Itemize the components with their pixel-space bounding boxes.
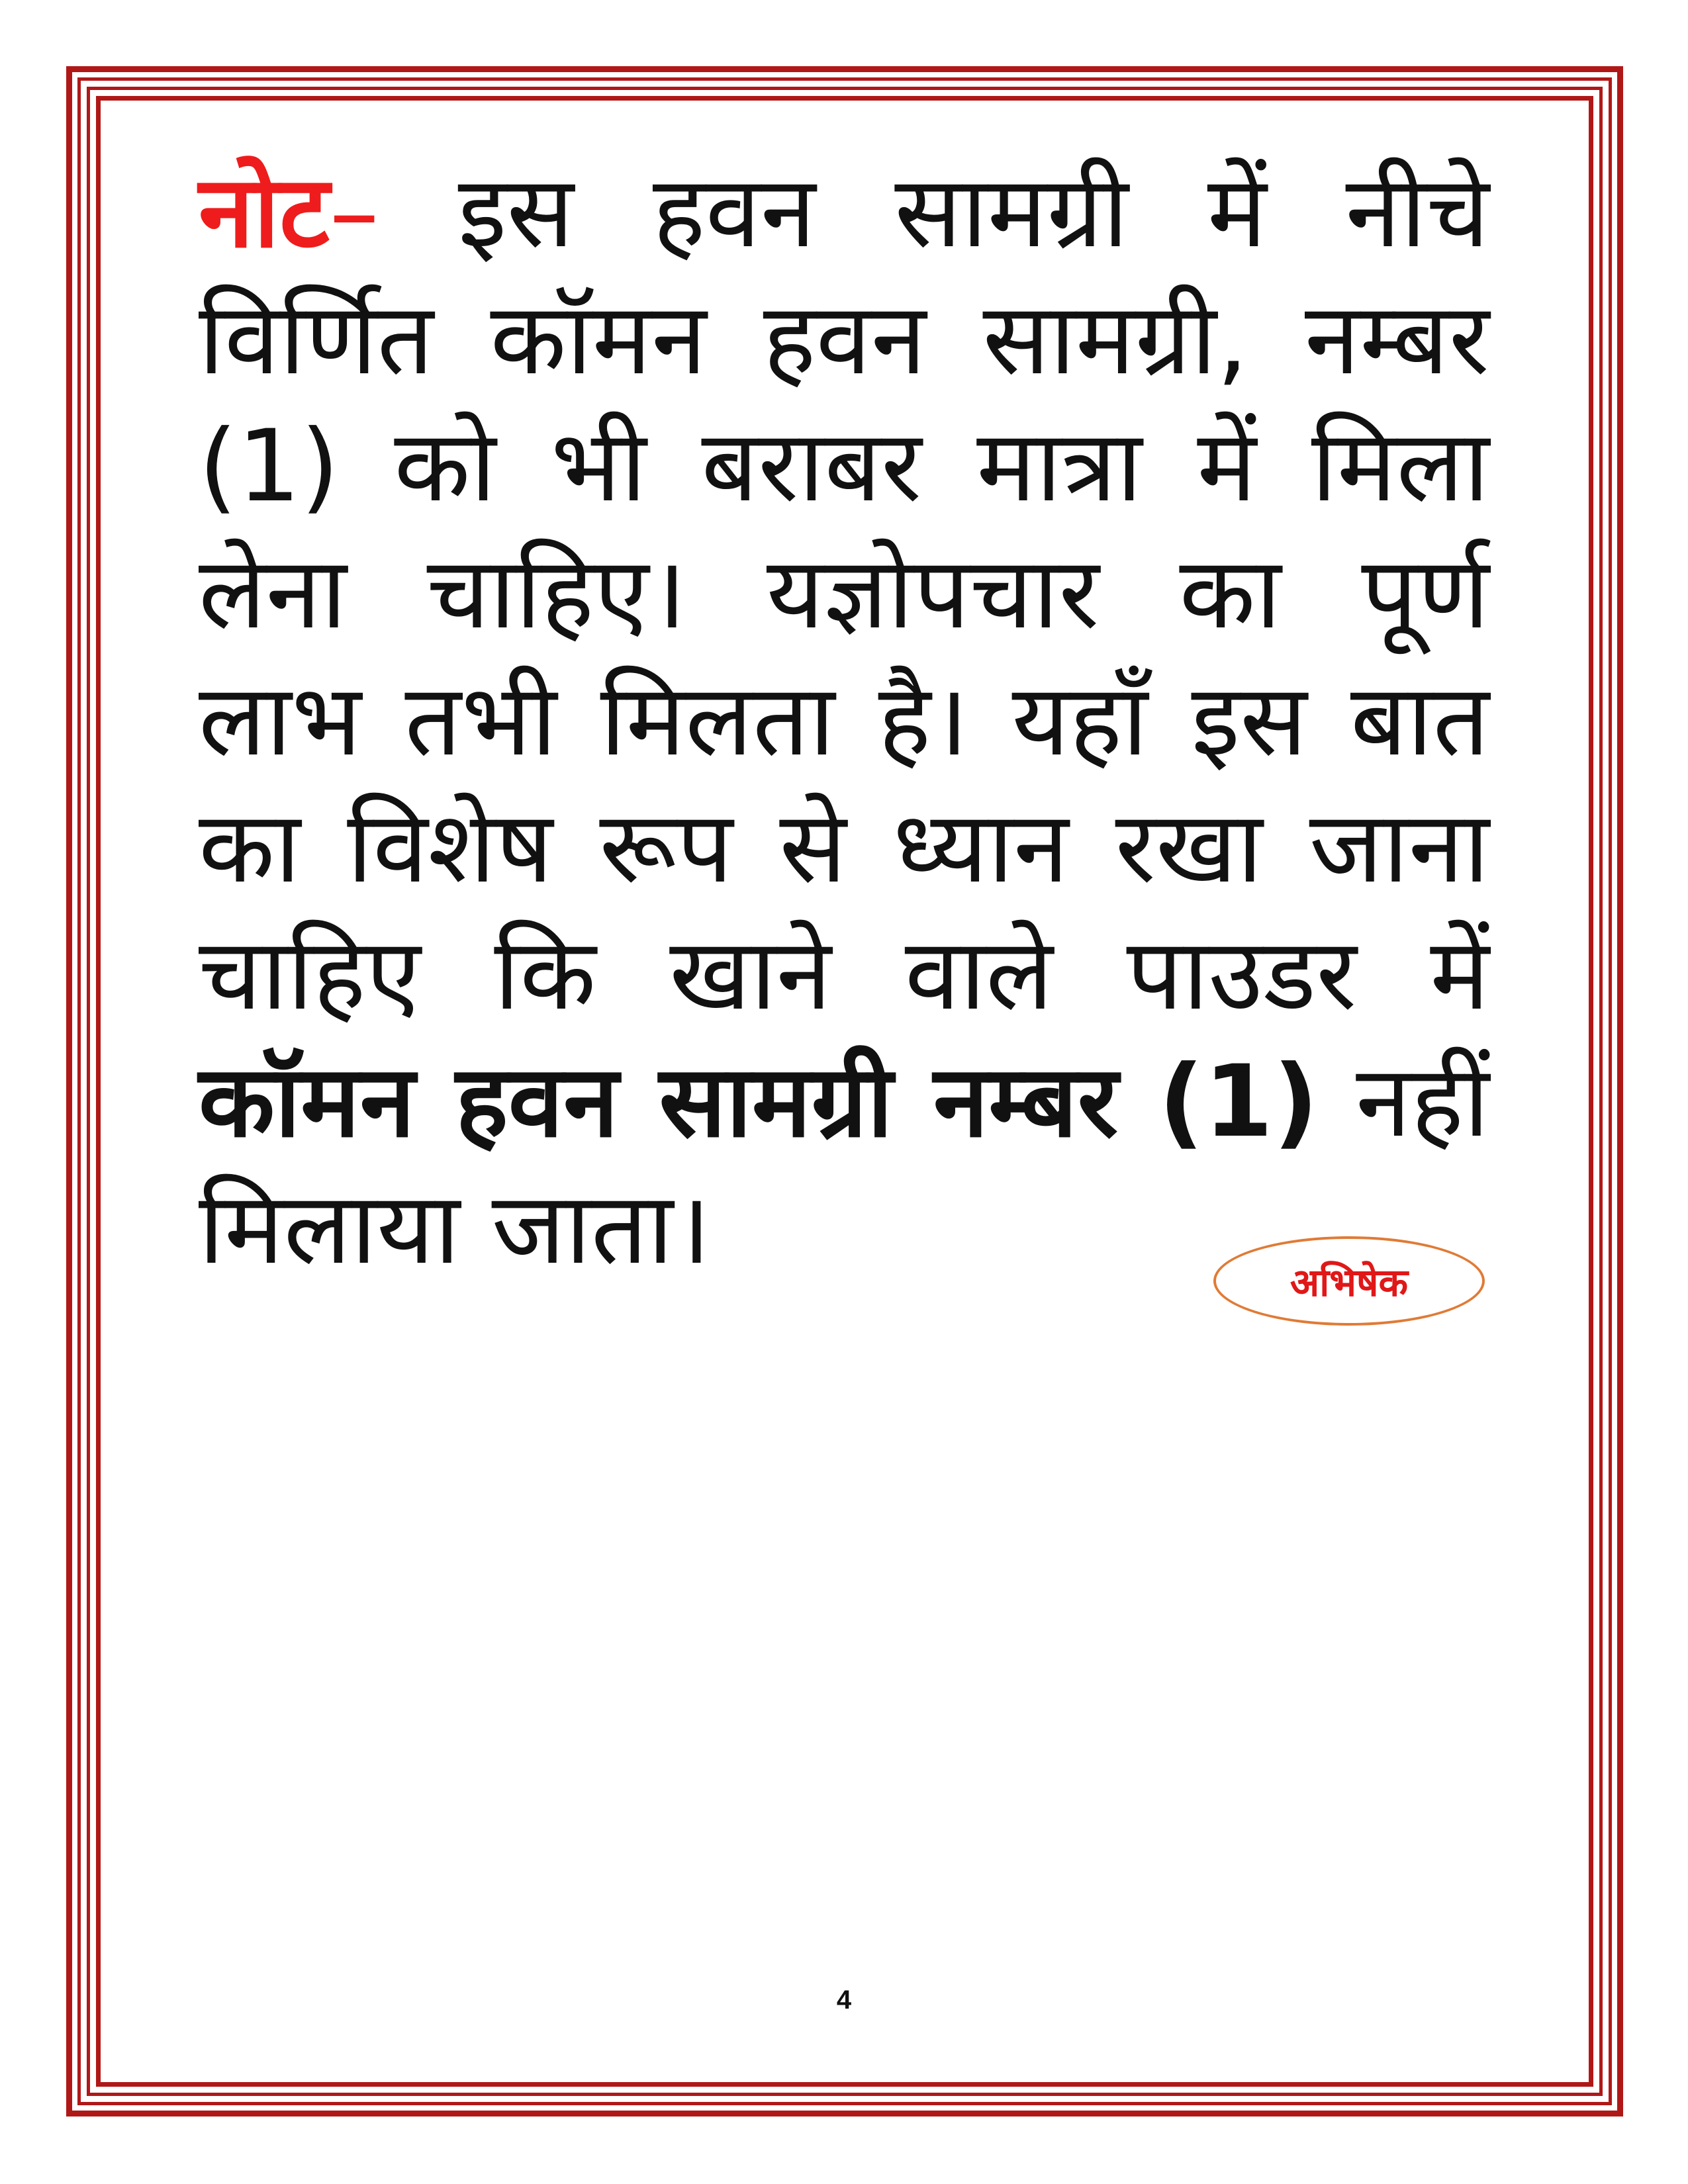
stamp-text: अभिषेक (1289, 1260, 1409, 1305)
note-paragraph (199, 149, 1489, 1293)
note-dash: – (329, 155, 379, 270)
note-label: नोट (199, 155, 330, 270)
page-number: 4 (836, 1985, 852, 2015)
note-text-part-1: इस हवन सामग्री में नीचे विर्णित कॉमन हवन सामग्री, नम्बर (1) को भी बराबर मात्रा में मिला लेना चाहिए। यज्ञोपचार का पूर्ण लाभ तभी मिलता है। यहाँ इस बात का विशेष रूप से ध्यान रखा जाना चाहिए कि खाने वाले पाउडर में (199, 155, 1489, 1032)
signature-stamp (1213, 1236, 1485, 1326)
note-text-part-2: नहीं मिलाया जाता। (199, 1044, 1489, 1287)
note-bold-text: कॉमन हवन सामग्री नम्बर (1) (199, 1044, 1319, 1160)
